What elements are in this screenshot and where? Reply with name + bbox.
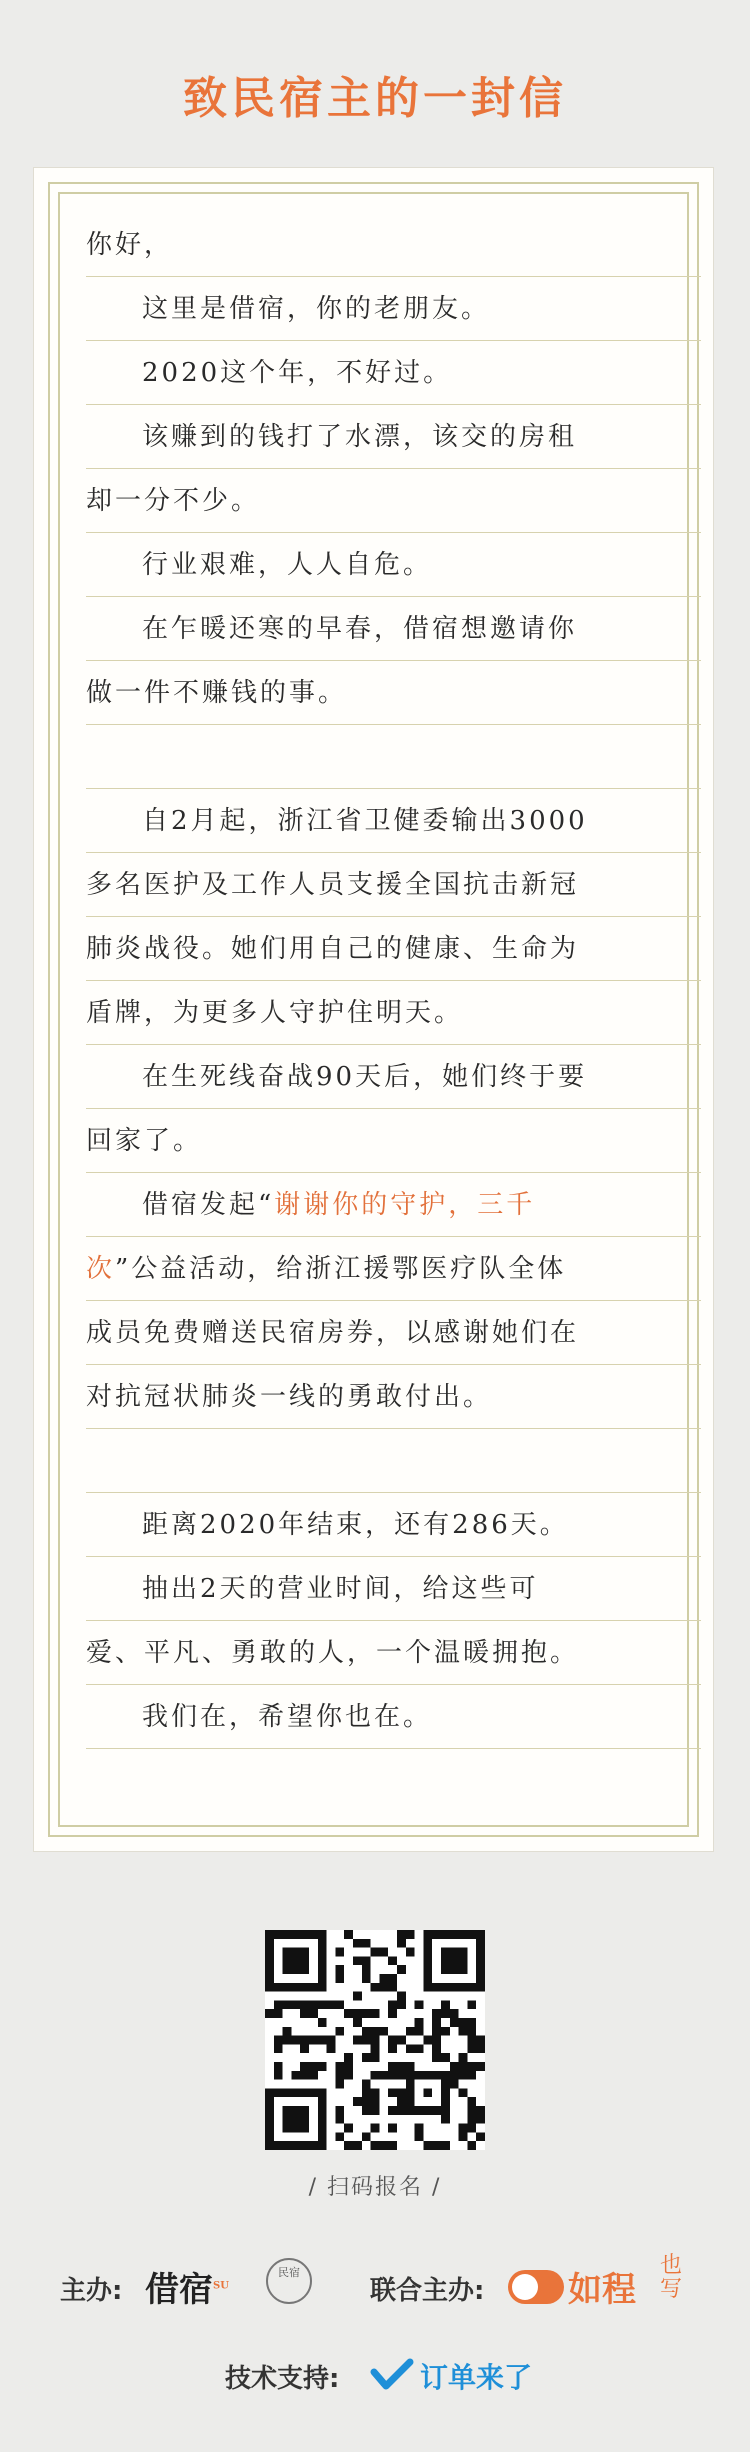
highlight-text: 谢谢你的守护，三千 (274, 1190, 536, 1220)
letter-line: 在乍暖还寒的早春，借宿想邀请你 (86, 597, 701, 661)
check-logo-icon (370, 2358, 414, 2394)
qr-code[interactable] (265, 1930, 485, 2150)
host-label: 主办: (60, 2276, 123, 2306)
letter-line: 爱、平凡、勇敢的人，一个温暖拥抱。 (86, 1621, 701, 1685)
cohost-label: 联合主办: (370, 2276, 485, 2306)
letter-line: 你好， (86, 213, 701, 277)
letter-line (86, 1173, 701, 1237)
letter-line: 回家了。 (86, 1109, 701, 1173)
letter-line: 成员免费赠送民宿房券，以感谢她们在 (86, 1301, 701, 1365)
letter-line: 抽出2天的营业时间，给这些可 (86, 1557, 701, 1621)
letter-line: 该赚到的钱打了水漂，该交的房租 (86, 405, 701, 469)
toggle-logo-icon (508, 2270, 564, 2304)
letter-line: 距离2020年结束，还有286天。 (86, 1493, 701, 1557)
scan-label: / 扫码报名 / (308, 2175, 442, 2200)
seal-text: 民宿 (278, 2266, 300, 2279)
host-name: 借宿 (145, 2270, 213, 2310)
highlight-text: 次 (86, 1254, 116, 1284)
letter-line: 我们在，希望你也在。 (86, 1685, 701, 1749)
letter-line: 自2月起，浙江省卫健委输出3000 (86, 789, 701, 853)
page-title: 致民宿主的一封信 (183, 73, 567, 124)
letter-line: 做一件不赚钱的事。 (86, 661, 701, 725)
letter-line: 多名医护及工作人员支援全国抗击新冠 (86, 853, 701, 917)
letter-line: 对抗冠状肺炎一线的勇敢付出。 (86, 1365, 701, 1429)
cohost-name: 如程 (568, 2270, 636, 2310)
letter-line: 这里是借宿，你的老朋友。 (86, 277, 701, 341)
cohost-seal: 也写 (660, 2253, 683, 2302)
line-text: 借宿发起“ (142, 1190, 275, 1220)
letter-line: 却一分不少。 (86, 469, 701, 533)
tech-support-row (0, 2350, 750, 2400)
letter-line (86, 725, 701, 789)
letter-line: 2020这个年，不好过。 (86, 341, 701, 405)
letter-line: 在生死线奋战90天后，她们终于要 (86, 1045, 701, 1109)
sponsors-row (0, 2250, 750, 2330)
minsu-seal-icon (266, 2258, 312, 2304)
letter-line (86, 1429, 701, 1493)
letter-line: 肺炎战役。她们用自己的健康、生命为 (86, 917, 701, 981)
letter-paper (34, 168, 713, 1851)
tech-label: 技术支持: (225, 2364, 340, 2394)
host-logo (145, 2262, 229, 2311)
letter-line: 行业艰难，人人自危。 (86, 533, 701, 597)
letter-line (86, 1237, 701, 1301)
host-sup: SU (213, 2280, 229, 2292)
line-text: ”公益活动，给浙江援鄂医疗队全体 (115, 1254, 567, 1284)
tech-name: 订单来了 (420, 2361, 533, 2394)
letter-line: 盾牌，为更多人守护住明天。 (86, 981, 701, 1045)
